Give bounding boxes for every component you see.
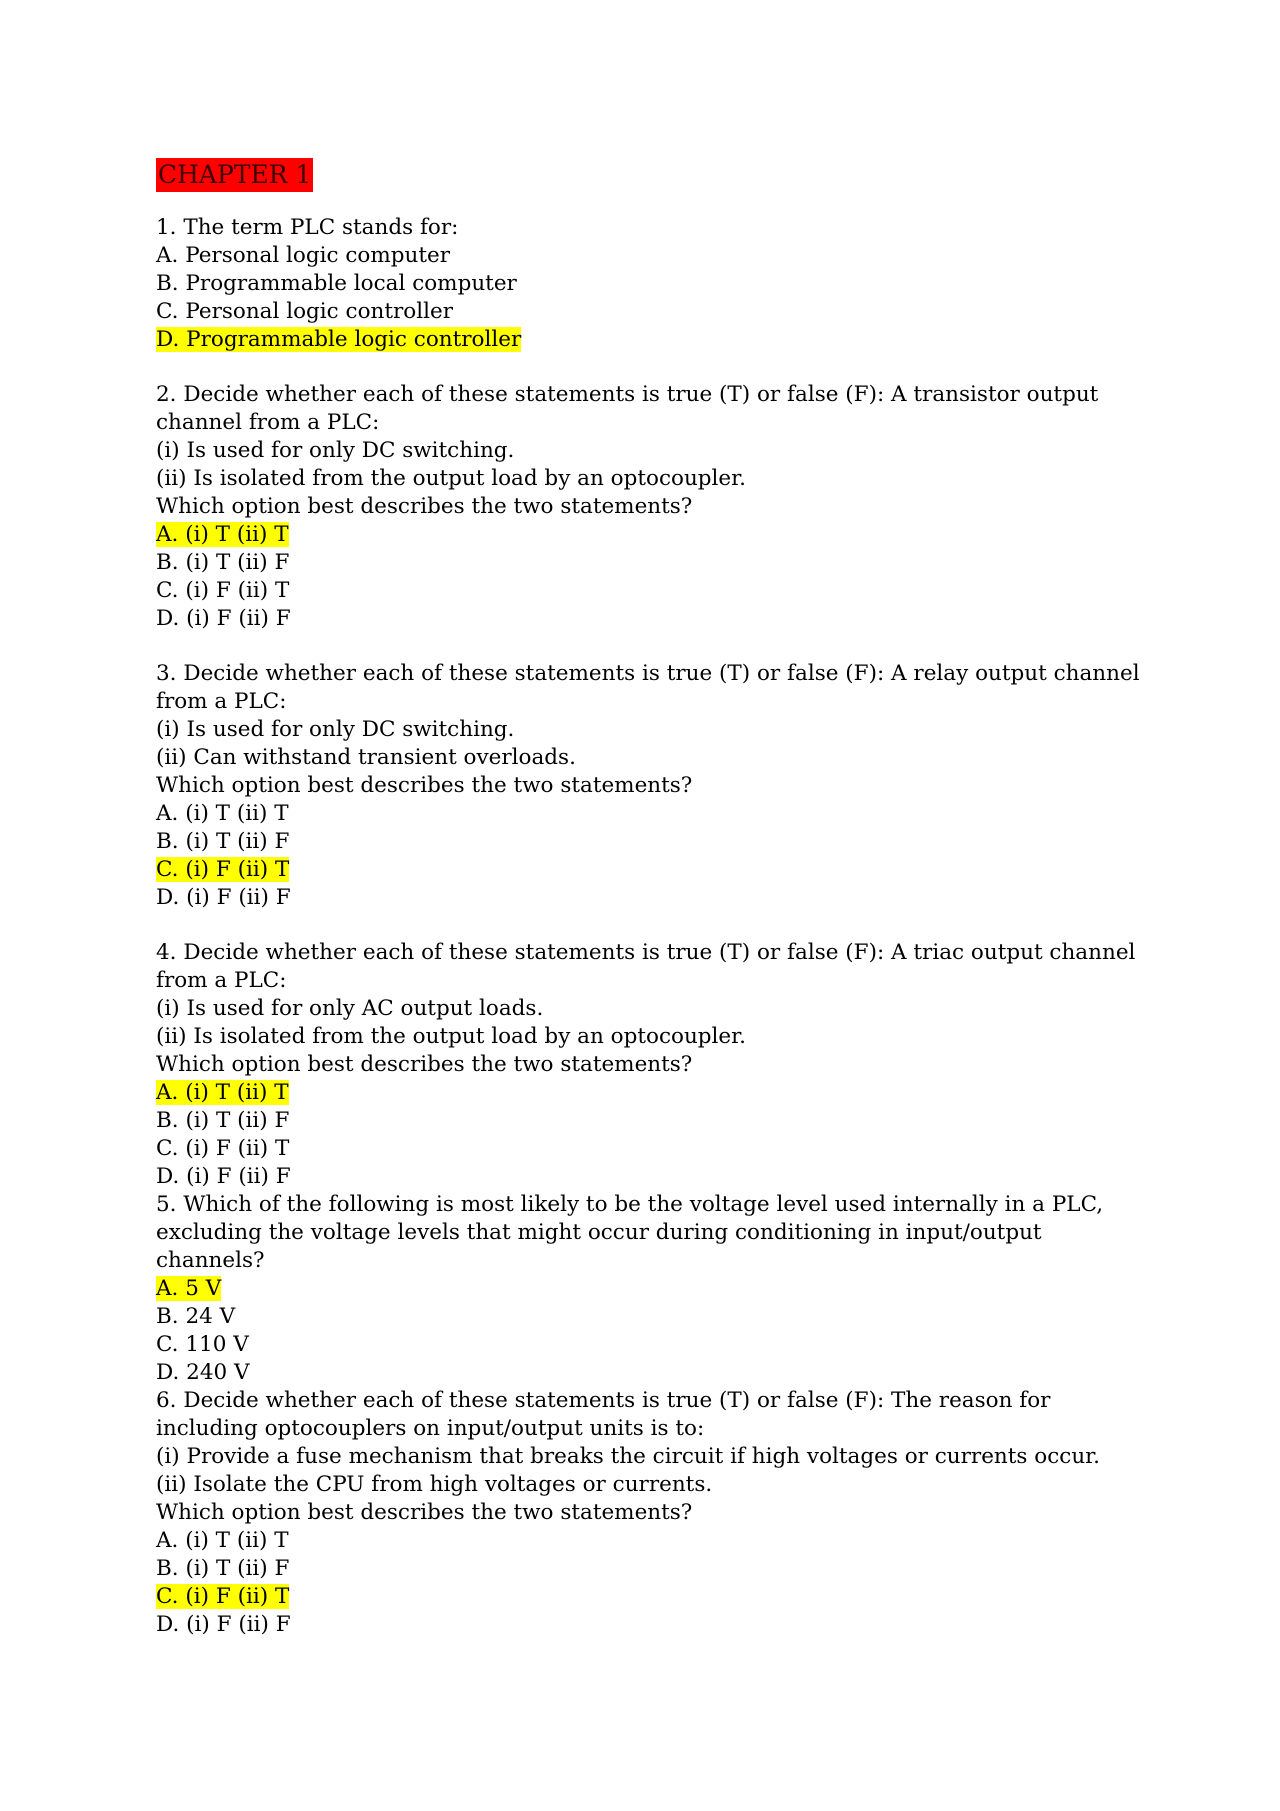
question-stem: 5. Which of the following is most likely to be the voltage level used internally in a PLC, excluding the voltage levels that might occur during conditioning in input/output channels? (156, 1192, 1104, 1273)
question-stem: 4. Decide whether each of these statements is true (T) or false (F): A triac output channel from a PLC: (156, 940, 1136, 993)
option-a: A. Personal logic computer (156, 243, 451, 268)
question-statement: Which option best describes the two statements? (156, 494, 693, 519)
correct-answer-highlight: A. 5 V (156, 1276, 222, 1301)
option-a (156, 1079, 1156, 1107)
option-c (156, 1583, 1156, 1611)
option-d: D. 240 V (156, 1360, 250, 1385)
option-b: B. (i) T (ii) F (156, 1108, 290, 1133)
option-a (156, 1275, 1156, 1303)
option-b: B. (i) T (ii) F (156, 550, 290, 575)
option-d: D. (i) F (ii) F (156, 1612, 291, 1637)
question-statement: Which option best describes the two statements? (156, 773, 693, 798)
question-statement: (i) Is used for only AC output loads. (156, 996, 544, 1021)
question-statement: (i) Provide a fuse mechanism that breaks the circuit if high voltages or currents occur. (156, 1444, 1100, 1469)
question-stem: 6. Decide whether each of these statements is true (T) or false (F): The reason for including optocouplers on input/output units is to: (156, 1388, 1051, 1441)
question-statement: (i) Is used for only DC switching. (156, 717, 515, 742)
option-c: C. (i) F (ii) T (156, 1136, 290, 1161)
question-stem: 3. Decide whether each of these statements is true (T) or false (F): A relay output channel from a PLC: (156, 661, 1140, 714)
option-b: B. (i) T (ii) F (156, 1556, 290, 1581)
question-stem: 2. Decide whether each of these statements is true (T) or false (F): A transistor output channel from a PLC: (156, 382, 1099, 435)
option-c (156, 856, 1156, 884)
option-a: A. (i) T (ii) T (156, 801, 289, 826)
spacer (156, 354, 1156, 381)
question-list (156, 214, 1156, 1639)
option-a (156, 521, 1156, 549)
question-2 (156, 381, 1156, 633)
option-c: C. (i) F (ii) T (156, 578, 290, 603)
option-b: B. (i) T (ii) F (156, 829, 290, 854)
option-c: C. Personal logic controller (156, 299, 453, 324)
chapter-heading: CHAPTER 1 (156, 158, 313, 192)
question-statement: (ii) Isolate the CPU from high voltages or currents. (156, 1472, 713, 1497)
question-statement: (ii) Is isolated from the output load by an optocoupler. (156, 466, 746, 491)
question-statement: (ii) Can withstand transient overloads. (156, 745, 576, 770)
document-page (156, 158, 1156, 1639)
option-d: D. (i) F (ii) F (156, 1164, 291, 1189)
question-1 (156, 214, 1156, 354)
question-6 (156, 1387, 1156, 1639)
question-statement: Which option best describes the two statements? (156, 1500, 693, 1525)
correct-answer-highlight: C. (i) F (ii) T (156, 1584, 290, 1609)
question-statement: Which option best describes the two statements? (156, 1052, 693, 1077)
question-4 (156, 939, 1156, 1191)
spacer (156, 912, 1156, 939)
question-3 (156, 660, 1156, 912)
correct-answer-highlight: D. Programmable logic controller (156, 327, 522, 352)
option-c: C. 110 V (156, 1332, 249, 1357)
correct-answer-highlight: A. (i) T (ii) T (156, 1080, 289, 1105)
option-d: D. (i) F (ii) F (156, 606, 291, 631)
question-statement: (i) Is used for only DC switching. (156, 438, 515, 463)
correct-answer-highlight: C. (i) F (ii) T (156, 857, 290, 882)
option-d: D. (i) F (ii) F (156, 885, 291, 910)
option-b: B. 24 V (156, 1304, 236, 1329)
option-a: A. (i) T (ii) T (156, 1528, 289, 1553)
correct-answer-highlight: A. (i) T (ii) T (156, 522, 289, 547)
question-stem: 1. The term PLC stands for: (156, 215, 459, 240)
question-statement: (ii) Is isolated from the output load by an optocoupler. (156, 1024, 746, 1049)
spacer (156, 633, 1156, 660)
option-d (156, 326, 1156, 354)
question-5 (156, 1191, 1156, 1387)
option-b: B. Programmable local computer (156, 271, 517, 296)
